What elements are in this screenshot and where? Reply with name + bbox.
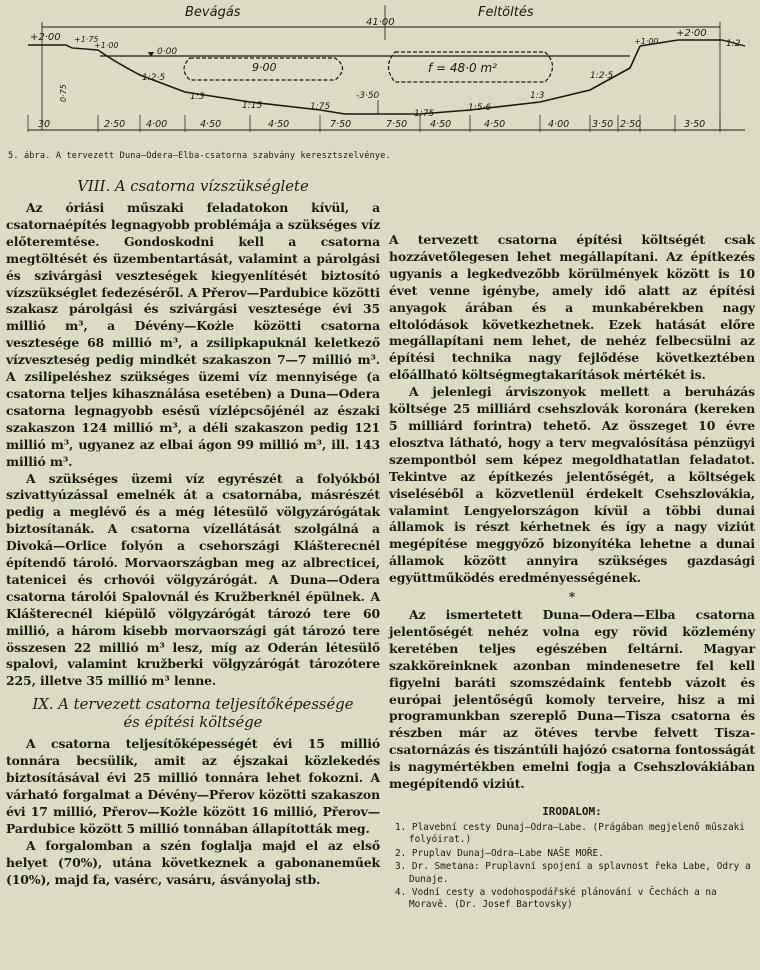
slope-label: 1:75	[310, 102, 331, 112]
right-level: +2·00	[676, 28, 707, 39]
label-fill: Feltöltés	[478, 5, 534, 20]
left-height: 0·75	[59, 84, 68, 102]
references-title: IRODALOM:	[542, 805, 602, 818]
dim-bottom: 3·50	[592, 119, 614, 130]
dim-bottom: 30	[38, 119, 51, 130]
depth: -3·50	[356, 91, 380, 101]
dim-bottom: 3·50	[684, 119, 706, 130]
dim-bottom: 4·50	[200, 119, 222, 130]
left-level: +2·00	[30, 32, 61, 43]
reference-item: 4. Vodní cesty a vodohospodářské plánování v Čechách a na Moravě. (Dr. Josef Bartovsky)	[395, 887, 717, 911]
section-9-paragraph: A jelenlegi árviszonyok mellett a beruházás költsége 25 milliárd csehszlovák koronára (kereken 5 milliárd forintra) tehető. Az összeget 10 évre elosztva látható, hogy a terv megvalósítása pénzügyi szempontból sem képez megoldhatatlan feladatot. Tekintve az építkezés jelentőségét, a költségek viseléséből a közvetlenül érdekelt Csehszlovákia, valamint Lengyelországon kívül a többi dunai államok is részt kérhetnek és így a nagy viziút megépítése meggyőző bizonyítéka lehetne a dunai államok között annyira szükséges gazdasági együttműködés eredményességének.	[389, 384, 755, 586]
section-9-title-line1: IX. A tervezett csatorna teljesítőképessége	[32, 696, 354, 714]
separator: *	[568, 590, 576, 605]
water-level: 0·00	[157, 47, 178, 57]
right-column	[389, 178, 755, 913]
section-9-title-line2: és építési költsége	[123, 714, 263, 732]
dim-bottom: 4·50	[484, 119, 506, 130]
section-9-paragraph: A tervezett csatorna építési költségét csak hozzávetőlegesen lehet megállapítani. Az építkezés ugyanis a legkedvezőbb körülmények között is 10 évet venne igénybe, amely idő alatt az építési anyagok árában és a munkabérekben nagy eltolódások következhetnek. Ezek hatását előre megállapítani nem lehet, de nehéz felbecsülni az építési technika nagy fejlődése következtében előállható költségmegtakarítások mértékét is.	[389, 232, 755, 383]
left-berm-level: +1·75	[74, 35, 99, 44]
reference-item: 2. Pruplav Dunaj—Odra—Labe NAŠE MOŘE.	[395, 847, 604, 859]
dim-bottom: 4·00	[548, 119, 570, 130]
dim-bottom: 4·00	[146, 119, 168, 130]
right-edge-slope: 1:2	[726, 39, 741, 49]
dim-bottom: 2·50	[104, 119, 126, 130]
slope-label: 1:2·5	[142, 73, 166, 83]
figure-caption: 5. ábra. A tervezett Duna—Odera—Elba-csatorna szabvány keresztszelvénye.	[8, 151, 391, 161]
dim-bottom: 4·50	[268, 119, 290, 130]
slope-label: 1:5·6	[468, 103, 492, 113]
slope-label: 1:3	[190, 92, 205, 102]
section-9-paragraph: A csatorna teljesítőképességét évi 15 millió tonnára becsülik, amit az éjszakai közlekedés biztosításával évi 25 millió tonnára lehet fokozni. A várható forgalmat a Dévény—Přerov közötti szakaszon évi 17 millió, Přerov—Kożle között 16 millió, Přerov—Pardubice között 5 millió tonnában állapították meg.	[6, 736, 380, 836]
slope-label: 1:15	[242, 101, 263, 111]
left-column	[6, 178, 380, 888]
section-8-paragraph: A szükséges üzemi víz egyrészét a folyókból szivattyúzással emelnék át a csatornába, másrészét pedig a meglévő és a még létesülő völgyzárógátak biztosítanák. A csatorna vízellátását szolgálná a Divoká—Orlice folyón a csehországi Klášterecnél építendő tároló. Morvaországban meg az albrecticei, tatenicei és crhovói völgyzárógát. A Duna—Odera csatorna tárolói Spalovnál és Kružberknél épülnek. A Klášterecnél kiépülő völgyzárógát tározó tere 60 millió, a három kisebb morvaországi gát tározó tere összesen 22 millió m³ lesz, míg az Oderán létesülő spalovi, valamint kružberki völgyzárógát tározótere 225, illetve 35 millió m³ lenne.	[6, 470, 380, 689]
section-8-title: VIII. A csatorna vízszükséglete	[77, 178, 309, 195]
slope-label: 1:75	[414, 109, 435, 119]
references-list	[395, 822, 755, 912]
section-9-title	[6, 696, 380, 732]
dim-bottom: 2·50	[620, 119, 642, 130]
section-9-paragraph: A forgalomban a szén foglalja majd el az első helyet (70%), utána következnek a gabonaneműek (10%), majd fa, vasérc, vasáru, ásványolaj stb.	[6, 837, 380, 887]
cross-section-figure	[0, 0, 760, 150]
left-berm-level2: +1·00	[94, 41, 119, 50]
slope-label: 1:2·5	[590, 71, 614, 81]
dim-bottom: 4·50	[430, 119, 452, 130]
bottom-width: 9·00	[252, 61, 277, 74]
dim-bottom: 7·50	[386, 119, 408, 130]
slope-label: 1:3	[530, 91, 545, 101]
closing-paragraph: Az ismertetett Duna—Odera—Elba csatorna jelentőségét nehéz volna egy rövid közlemény keretében teljes egészében feltárni. Magyar szakköreinknek azonban mindenesetre fel kell figyelni baráti szomszédaink fentebb vázolt és európai jelentőségű komoly terveire, hisz a mi programunkban szereplő Duna—Tisza csatorna és részben már az ötéves tervbe felvett Tisza-csatornázás és tiszántúli hajózó csatorna fontosságát is nagymértékben emelni fogja a Csehszlovákiában megépítendő viziút.	[389, 607, 755, 792]
label-cut: Bevágás	[185, 5, 241, 20]
reference-item: 3. Dr. Smetana: Pruplavní spojení a splavnost řeka Labe, Odry a Dunaje.	[395, 861, 751, 885]
width-total: 41·00	[366, 17, 395, 28]
section-8-paragraph: Az óriási műszaki feladatokon kívül, a csatornaépítés legnagyobb problémája a szükséges víz előteremtése. Gondoskodni kell a csatorna megtöltését és üzembentartását, valamint a párolgási és szivárgási veszteségek kiegyenlítését biztosító vízszükséglet fedezéséről. A Přerov—Pardubice közötti szakasz párolgási és szivárgási vesztesége évi 35 millió m³, a Dévény—Kożle közötti csatorna vesztesége 68 millió m³, a zsilipkapuknál keletkező vízveszteség pedig mindkét szakaszon 7—7 millió m³. A zsilipeléshez szükséges üzemi víz mennyisége (a csatorna teljes kihasználása esetében) a Duna—Odera csatorna legnagyobb esésű vízlépcsőjénél az északi szakaszon 124 millió m³, a déli szakaszon pedig 121 millió m³, ugyanez az elbai ágon 99 millió m³, ill. 143 millió m³.	[6, 200, 380, 469]
reference-item: 1. Plavební cesty Dunaj—Odra—Labe. (Prágában megjelenő műszaki folyóirat.)	[395, 822, 745, 846]
dim-bottom: 7·50	[330, 119, 352, 130]
right-berm-level: +1·00	[634, 37, 659, 46]
area: f = 48·0 m²	[428, 61, 497, 75]
